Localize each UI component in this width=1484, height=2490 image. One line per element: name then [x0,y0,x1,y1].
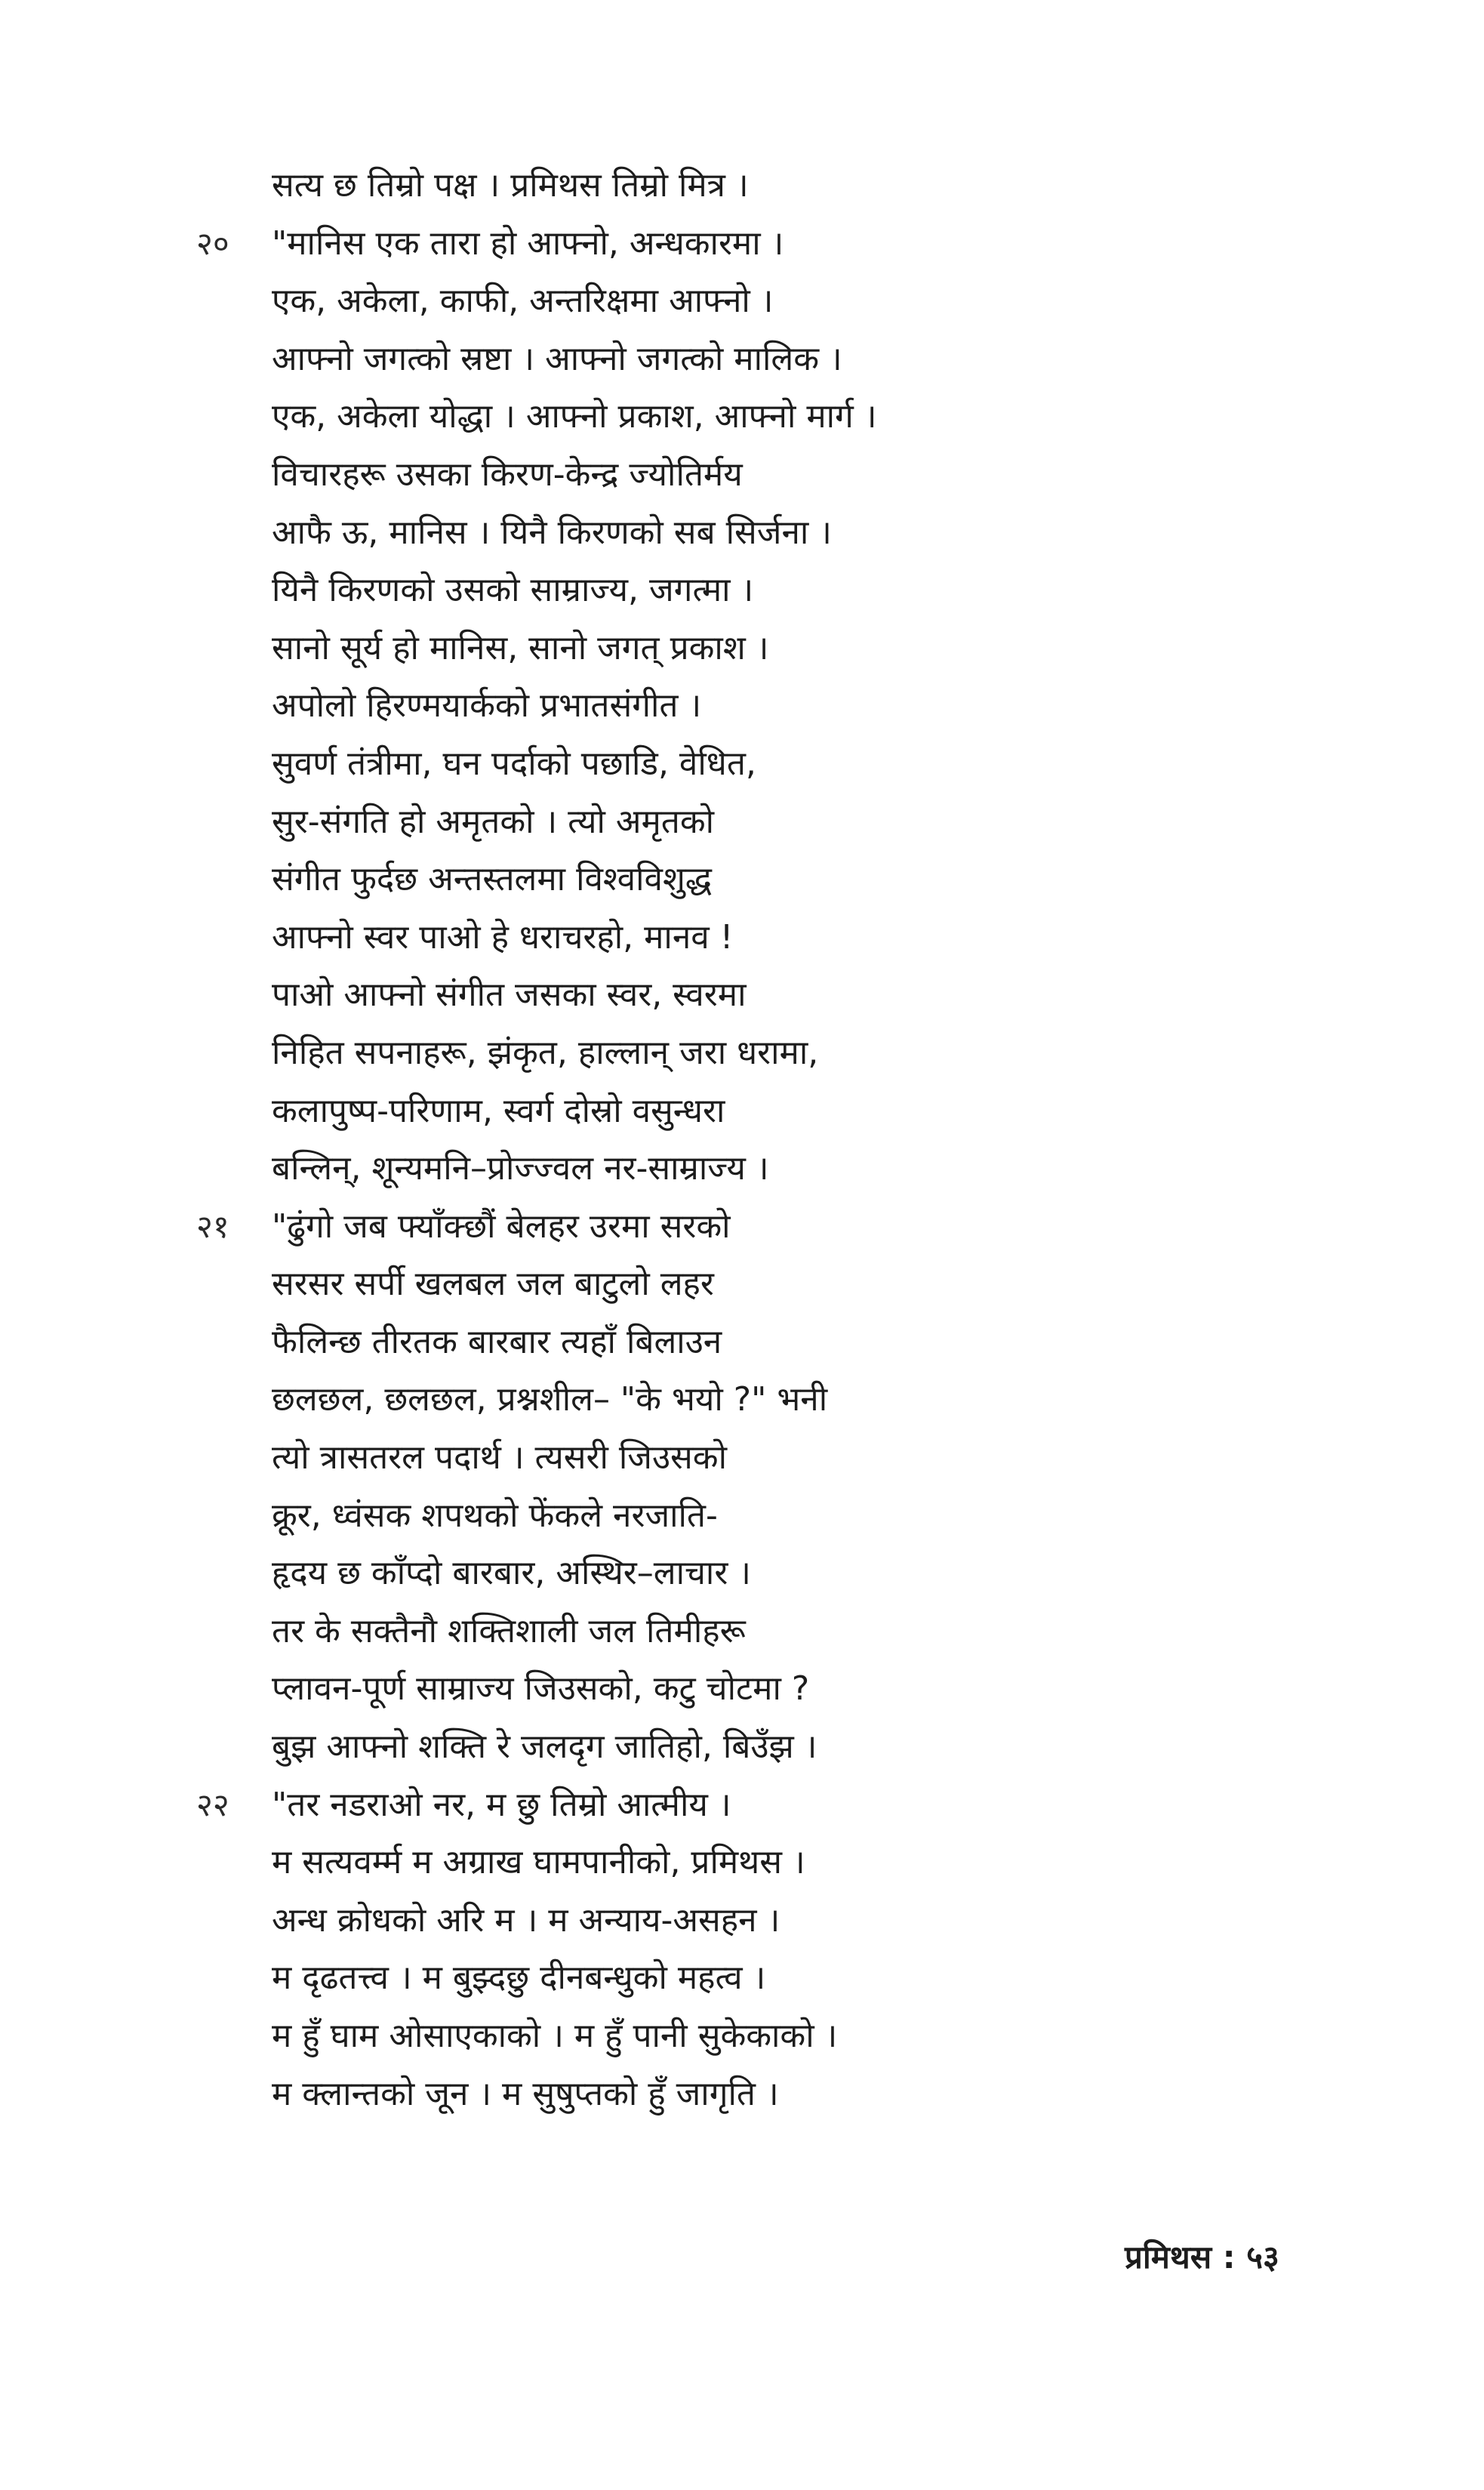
poem-line [174,1487,1351,1545]
poem-line [174,446,1351,504]
poem-line-text: सरसर सर्पी खलबल जल बाटुलो लहर [272,1265,714,1304]
poem-line-text: सुवर्ण तंत्रीमा, घन पर्दाको पछाडि, वेधित, [272,744,756,783]
poem-line-text: आफै ऊ, मानिस । यिनै किरणको सब सिर्जना । [272,513,832,552]
poem-line-text: अपोलो हिरण्मयार्कको प्रभातसंगीत । [272,686,702,726]
poem-line-text: तर के सक्तैनौ शक्तिशाली जल तिमीहरू [272,1611,746,1650]
poem-line [174,851,1351,909]
poem-line-text: बन्लिन्, शून्यमनि–प्रोज्ज्वल नर-साम्राज्य । [272,1149,769,1188]
poem-line [174,620,1351,678]
poem-body [174,157,1351,2123]
poem-line-text: म हुँ घाम ओसाएकाको । म हुँ पानी सुकेकाको । [272,2017,838,2055]
stanza-number: २२ [196,1786,229,1823]
poem-line-text: "ढुंगो जब फ्याँक्छौं बेलहर उरमा सरको [272,1206,731,1246]
poem-line [174,2008,1351,2066]
poem-line [174,1371,1351,1429]
stanza-number: २१ [196,1207,229,1245]
poem-line [174,562,1351,620]
poem-line-text: फैलिन्छ तीरतक बारबार त्यहाँ बिलाउन [272,1322,722,1361]
poem-line [174,1660,1351,1718]
poem-line [174,2066,1351,2124]
poem-line [174,388,1351,446]
poem-line-text: क्रूर, ध्वंसक शपथको फेंकले नरजाति- [272,1496,718,1535]
poem-line-text: म दृढतत्त्व । म बुझ्दछु दीनबन्धुको महत्व । [272,1958,766,1998]
poem-line-text: हृदय छ काँप्दो बारबार, अस्थिर–लाचार । [272,1554,751,1593]
poem-line [174,1603,1351,1661]
poem-line [174,1718,1351,1777]
poem-line [174,215,1351,273]
poem-line-text: प्लावन-पूर्ण साम्राज्य जिउसको, कटु चोटमा ? [272,1669,810,1709]
poem-line [174,1545,1351,1603]
poem-line [174,677,1351,735]
poem-line [174,1777,1351,1835]
poem-line-text: "मानिस एक तारा हो आफ्नो, अन्धकारमा । [272,223,784,263]
poem-line [174,1949,1351,2008]
poem-line [174,794,1351,852]
poem-line-text: संगीत फुर्दछ अन्तस्तलमा विश्वविशुद्ध [272,860,713,899]
poem-line [174,273,1351,331]
poem-line-text: त्यो त्रासतरल पदार्थ । त्यसरी जिउसको [272,1438,727,1478]
poem-line [174,909,1351,967]
poem-line-text: सुर-संगति हो अमृतको । त्यो अमृतको [272,802,715,841]
poem-line [174,157,1351,215]
poem-line-text: छलछल, छलछल, प्रश्नशील– "के भयो ?" भनी [272,1380,828,1419]
poem-line-text: कलापुष्प-परिणाम, स्वर्ग दोस्रो वसुन्धरा [272,1091,725,1130]
poem-line-text: पाओ आफ्नो संगीत जसका स्वर, स्वरमा [272,975,747,1015]
poem-line [174,1256,1351,1314]
poem-line [174,504,1351,562]
poem-line-text: सानो सूर्य हो मानिस, सानो जगत् प्रकाश । [272,628,769,667]
poem-line [174,1083,1351,1141]
poem-line [174,1314,1351,1372]
poem-line-text: निहित सपनाहरू, झंकृत, हाल्लान् जरा धरामा, [272,1033,819,1072]
poem-line-text: एक, अकेला योद्धा । आफ्नो प्रकाश, आफ्नो मार्ग । [272,397,877,436]
poem-line-text: एक, अकेला, काफी, अन्तरिक्षमा आफ्नो । [272,282,774,321]
poem-line-text: "तर नडराओ नर, म छु तिम्रो आत्मीय । [272,1785,731,1824]
poem-line-text: सत्य छ तिम्रो पक्ष । प्रमिथस तिम्रो मित्र । [272,166,749,205]
poem-line-text: म क्लान्तको जून । म सुषुप्तको हुँ जागृति । [272,2074,779,2113]
poem-line-text: आफ्नो जगत्को स्रष्टा । आफ्नो जगत्को मालिक । [272,339,842,378]
poem-line [174,331,1351,389]
poem-line [174,1834,1351,1892]
poem-line [174,966,1351,1025]
poem-line [174,1892,1351,1950]
poem-line [174,1429,1351,1487]
poem-line-text: बुझ आफ्नो शक्ति रे जलदृग जातिहो, बिउँझ । [272,1727,817,1767]
poem-line-text: विचारहरू उसका किरण-केन्द्र ज्योतिर्मय [272,455,743,494]
poem-line [174,735,1351,794]
page-footer: प्रमिथस : ५३ [1125,2239,1279,2276]
poem-line-text: आफ्नो स्वर पाओ हे धराचरहो, मानव ! [272,917,734,957]
poem-line-text: अन्ध क्रोधको अरि म । म अन्याय-असहन । [272,1900,780,1940]
poem-line-text: म सत्यवर्म्म म अग्राख घामपानीको, प्रमिथस । [272,1843,805,1882]
stanza-number: २० [196,224,229,262]
poem-line [174,1140,1351,1198]
poem-line [174,1025,1351,1083]
poem-line-text: यिनै किरणको उसको साम्राज्य, जगत्मा । [272,571,754,610]
poem-line [174,1198,1351,1256]
